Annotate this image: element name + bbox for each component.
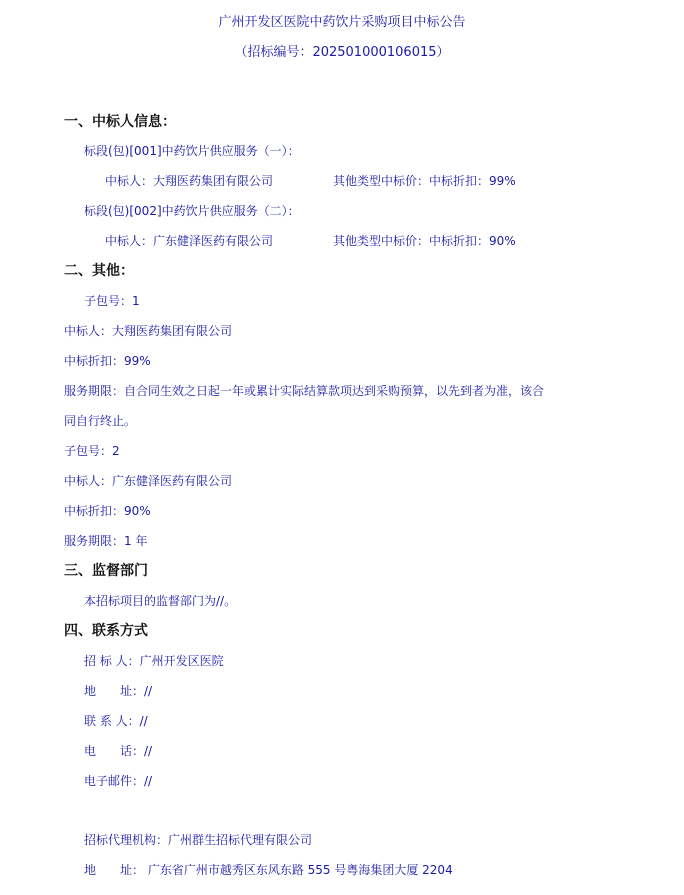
section2-heading: 二、其他： — [64, 263, 134, 279]
sub1-number: 子包号：1 — [84, 294, 140, 308]
sub1-term-line1: 服务期限：自合同生效之日起一年或累计实际结算款项达到采购预算，以先到者为准，该合 — [64, 384, 545, 398]
lot1-winner: 中标人：大翔医药集团有限公司 — [105, 174, 274, 188]
section1-heading: 一、中标人信息： — [64, 114, 176, 130]
lot1-name: 标段(包)[001]中药饮片供应服务（一）： — [84, 144, 300, 158]
agency-address-line: 地 址： 广东省广州市越秀区东风东路 555 号粤海集团大厦 2204 — [84, 863, 453, 877]
lot2-name: 标段(包)[002]中药饮片供应服务（二）： — [84, 204, 300, 218]
supervision-text: 本招标项目的监督部门为//。 — [84, 594, 237, 608]
section3-heading: 三、监督部门 — [64, 563, 148, 579]
agency-line: 招标代理机构：广州群生招标代理有限公司 — [84, 833, 313, 847]
sub1-discount: 中标折扣：99% — [64, 354, 151, 368]
section4-heading: 四、联系方式 — [64, 623, 148, 639]
tenderer-line: 招 标 人：广州开发区医院 — [84, 654, 224, 668]
lot2-winner: 中标人：广东健泽医药有限公司 — [105, 234, 274, 248]
phone-line: 电 话：// — [84, 744, 153, 758]
email-line: 电子邮件：// — [84, 774, 153, 788]
address-line: 地 址：// — [84, 684, 153, 698]
document-title: 广州开发区医院中药饮片采购项目中标公告 — [218, 15, 466, 30]
sub1-winner: 中标人：大翔医药集团有限公司 — [64, 324, 233, 338]
sub2-number: 子包号：2 — [64, 444, 120, 458]
sub2-winner: 中标人：广东健泽医药有限公司 — [64, 474, 233, 488]
sub1-term-line2: 同自行终止。 — [64, 414, 137, 428]
sub2-term: 服务期限：1 年 — [64, 534, 148, 548]
contact-line: 联 系 人：// — [84, 714, 148, 728]
lot2-price: 其他类型中标价：中标折扣：90% — [333, 234, 516, 248]
sub2-discount: 中标折扣：90% — [64, 504, 151, 518]
lot1-price: 其他类型中标价：中标折扣：99% — [333, 174, 516, 188]
tender-number: （招标编号：202501000106015） — [234, 45, 450, 60]
